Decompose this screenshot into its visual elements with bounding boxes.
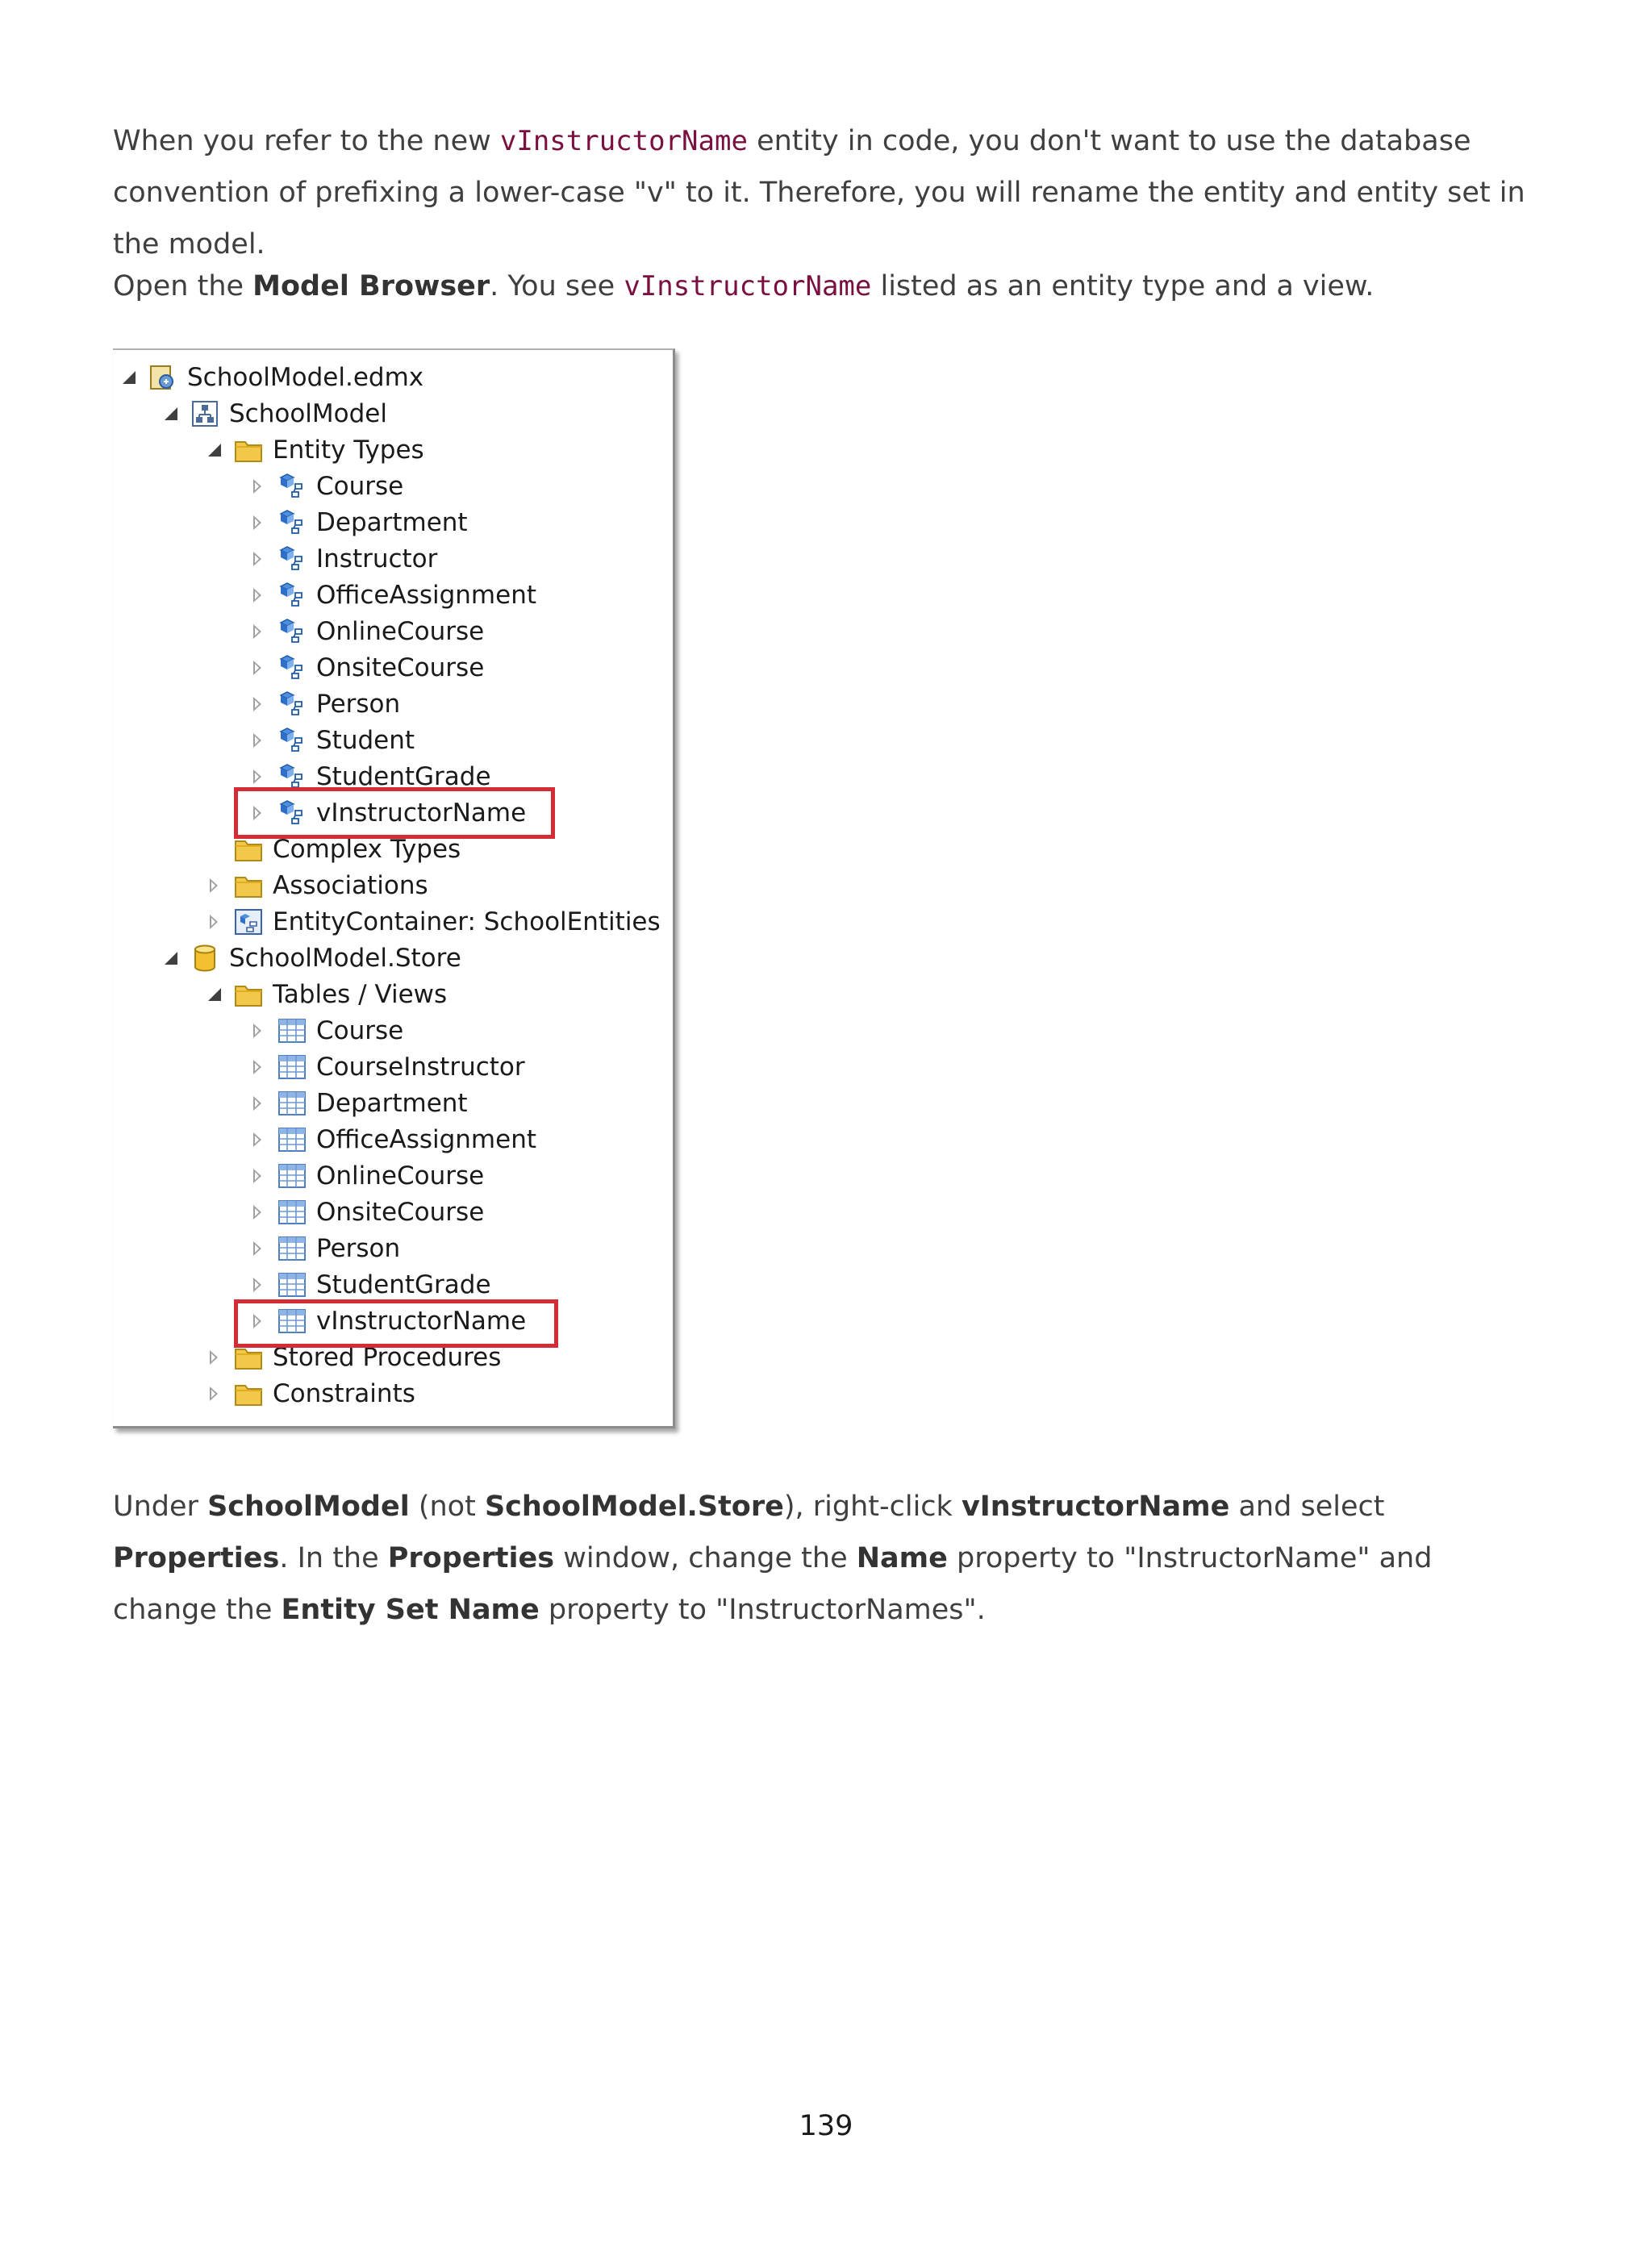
tree-node-label: EntityContainer: SchoolEntities xyxy=(273,907,661,936)
tree-node-entity[interactable] xyxy=(252,686,400,722)
bold-text: Model Browser xyxy=(252,270,490,302)
tree-node-entity[interactable] xyxy=(252,722,415,758)
entity-type-icon xyxy=(277,545,307,573)
tree-node-constraints[interactable] xyxy=(208,1375,415,1411)
inline-code: vInstructorName xyxy=(624,270,872,302)
tree-node-label: StudentGrade xyxy=(316,761,491,791)
highlight-box-view xyxy=(234,1299,558,1348)
tree-node-associations[interactable] xyxy=(208,867,428,903)
tree-node-label: SchoolModel.edmx xyxy=(187,362,424,392)
table-icon xyxy=(277,1199,307,1226)
tree-node-table[interactable] xyxy=(252,1085,468,1121)
tree-node-label: Entity Types xyxy=(273,435,424,465)
collapsed-arrow-icon[interactable] xyxy=(252,659,265,677)
tree-node-root[interactable] xyxy=(123,359,423,395)
tree-node-tables-views[interactable] xyxy=(208,976,447,1012)
folder-icon xyxy=(234,981,263,1008)
collapsed-arrow-icon[interactable] xyxy=(252,1240,265,1257)
tree-node-label: Person xyxy=(316,689,401,719)
text: . You see xyxy=(490,270,624,302)
tree-node-table[interactable] xyxy=(252,1049,525,1085)
table-icon xyxy=(277,1017,307,1045)
table-icon xyxy=(277,1271,307,1299)
table-icon xyxy=(277,1053,307,1081)
text: entity in code, you don't want to use the database convention of prefixing a lower-case "v" to it. Therefore, you will rename the entity and entity set in the model. xyxy=(113,125,1525,261)
collapsed-arrow-icon[interactable] xyxy=(208,1349,221,1366)
tree-node-label: vInstructorName xyxy=(316,1306,527,1336)
entity-type-icon xyxy=(277,473,307,500)
tree-node-label: Person xyxy=(316,1233,401,1263)
model-icon xyxy=(190,400,219,427)
tree-node-label: Tables / Views xyxy=(273,979,448,1009)
collapsed-arrow-icon[interactable] xyxy=(252,1276,265,1294)
tree-node-label: Student xyxy=(316,725,415,755)
entity-type-icon xyxy=(277,582,307,609)
tree-node-label: SchoolModel.Store xyxy=(229,943,461,973)
table-icon xyxy=(277,1235,307,1262)
text: listed as an entity type and a view. xyxy=(871,270,1375,302)
tree-node-entity[interactable] xyxy=(252,504,468,540)
collapsed-arrow-icon[interactable] xyxy=(252,732,265,749)
entity-type-icon xyxy=(277,618,307,645)
text: (not xyxy=(409,1491,485,1523)
collapsed-arrow-icon[interactable] xyxy=(208,1385,221,1403)
instruction-paragraph xyxy=(113,261,1533,312)
collapsed-arrow-icon[interactable] xyxy=(252,768,265,786)
bold-text: Entity Set Name xyxy=(281,1594,540,1626)
database-icon xyxy=(190,944,219,972)
tree-node-label: OnlineCourse xyxy=(316,616,485,646)
expanded-arrow-icon[interactable] xyxy=(208,986,221,1003)
tree-node-entity[interactable] xyxy=(252,468,403,504)
tree-node-entity[interactable] xyxy=(252,540,437,577)
tree-node-label: OnlineCourse xyxy=(316,1161,485,1190)
expanded-arrow-icon[interactable] xyxy=(165,405,177,423)
text: window, change the xyxy=(554,1542,857,1574)
tree-node-label: Department xyxy=(316,507,468,537)
tree-node-label: Department xyxy=(316,1088,468,1118)
tree-node-entity-container[interactable] xyxy=(208,903,661,940)
bold-text: Properties xyxy=(113,1542,280,1574)
text: property to "InstructorNames". xyxy=(539,1594,986,1626)
text: Under xyxy=(113,1491,208,1523)
collapsed-arrow-icon[interactable] xyxy=(252,1022,265,1040)
text: and select xyxy=(1229,1491,1385,1523)
text: . In the xyxy=(279,1542,388,1574)
text: property to "InstructorName" and change the xyxy=(113,1542,1433,1626)
bold-text: SchoolModel.Store xyxy=(484,1491,784,1523)
tree-node-label: vInstructorName xyxy=(316,798,527,828)
collapsed-arrow-icon[interactable] xyxy=(252,586,265,604)
tree-node-label: Associations xyxy=(273,870,428,900)
page-number: 139 xyxy=(799,2110,853,2142)
tree-node-label: StudentGrade xyxy=(316,1270,491,1299)
tree-node-label: Stored Procedures xyxy=(273,1342,502,1372)
entity-type-icon xyxy=(277,763,307,790)
tree-node-table[interactable] xyxy=(252,1266,491,1303)
tree-node-label: OnsiteCourse xyxy=(316,1197,485,1227)
text: ), right-click xyxy=(783,1491,962,1523)
expanded-arrow-icon[interactable] xyxy=(208,441,221,459)
bold-text: Name xyxy=(856,1542,948,1574)
collapsed-arrow-icon[interactable] xyxy=(252,1167,265,1185)
text: When you refer to the new xyxy=(113,125,500,157)
folder-icon xyxy=(234,872,263,899)
collapsed-arrow-icon[interactable] xyxy=(208,877,221,894)
entity-container-icon xyxy=(234,908,263,936)
tree-node-store[interactable] xyxy=(165,940,461,976)
table-icon xyxy=(277,1126,307,1153)
collapsed-arrow-icon[interactable] xyxy=(252,1095,265,1112)
folder-icon xyxy=(234,436,263,464)
collapsed-arrow-icon[interactable] xyxy=(252,1203,265,1221)
edmx-file-icon xyxy=(148,364,177,391)
folder-icon xyxy=(234,1380,263,1407)
model-browser-screenshot xyxy=(113,348,675,1428)
expanded-arrow-icon[interactable] xyxy=(123,369,136,386)
tree-node-entity[interactable] xyxy=(252,577,536,613)
collapsed-arrow-icon[interactable] xyxy=(252,1058,265,1076)
collapsed-arrow-icon[interactable] xyxy=(252,1131,265,1149)
expanded-arrow-icon[interactable] xyxy=(165,949,177,967)
tree-node-entity[interactable] xyxy=(252,649,484,686)
tree-node-label: OnsiteCourse xyxy=(316,653,485,682)
tree-node-label: OfficeAssignment xyxy=(316,1124,537,1154)
highlight-box-entity xyxy=(234,787,555,839)
tree-node-entity[interactable] xyxy=(252,613,484,649)
tree-node-label: Course xyxy=(316,471,404,501)
entity-type-icon xyxy=(277,654,307,682)
tree-node-schoolmodel[interactable] xyxy=(165,395,387,432)
tree-node-table[interactable] xyxy=(252,1012,403,1049)
inline-code: vInstructorName xyxy=(499,125,748,157)
collapsed-arrow-icon[interactable] xyxy=(252,550,265,568)
bold-text: SchoolModel xyxy=(207,1491,410,1523)
collapsed-arrow-icon[interactable] xyxy=(252,623,265,640)
entity-type-icon xyxy=(277,727,307,754)
tree-node-label: Instructor xyxy=(316,544,438,573)
collapsed-arrow-icon[interactable] xyxy=(252,514,265,532)
tree-node-label: Course xyxy=(316,1015,404,1045)
tree-node-label: OfficeAssignment xyxy=(316,580,537,610)
folder-icon xyxy=(234,836,263,863)
tree-node-entity-types[interactable] xyxy=(208,432,424,468)
tree-node-label: Complex Types xyxy=(273,834,461,864)
tree-node-table[interactable] xyxy=(252,1194,484,1230)
bold-text: vInstructorName xyxy=(961,1491,1230,1523)
properties-paragraph xyxy=(113,1481,1533,1636)
tree-node-label: SchoolModel xyxy=(229,398,387,428)
tree-node-table[interactable] xyxy=(252,1230,400,1266)
table-icon xyxy=(277,1162,307,1190)
table-icon xyxy=(277,1090,307,1117)
bold-text: Properties xyxy=(387,1542,555,1574)
text: Open the xyxy=(113,270,253,302)
intro-paragraph xyxy=(113,115,1533,270)
entity-type-icon xyxy=(277,690,307,718)
entity-type-icon xyxy=(277,509,307,536)
tree-node-table[interactable] xyxy=(252,1121,536,1157)
collapsed-arrow-icon[interactable] xyxy=(252,477,265,495)
tree-node-table[interactable] xyxy=(252,1157,484,1194)
tree-node-label: Constraints xyxy=(273,1378,415,1408)
collapsed-arrow-icon[interactable] xyxy=(252,695,265,713)
tree-node-label: CourseInstructor xyxy=(316,1052,525,1082)
collapsed-arrow-icon[interactable] xyxy=(208,913,221,931)
